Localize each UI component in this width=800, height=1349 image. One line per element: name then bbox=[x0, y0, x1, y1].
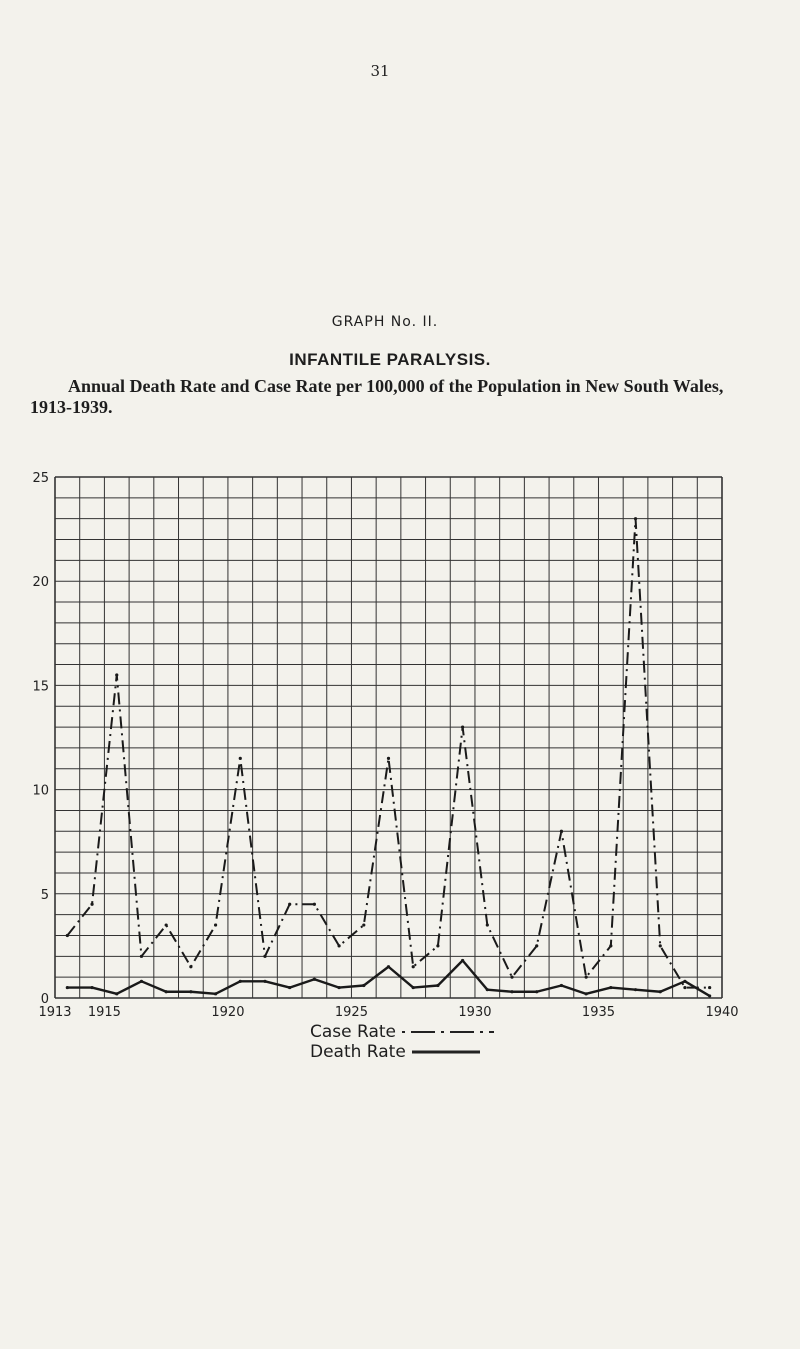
case-rate-point bbox=[510, 976, 513, 979]
death-rate-point bbox=[90, 986, 93, 989]
y-tick-label: 0 bbox=[40, 992, 49, 1007]
legend-case-rate bbox=[310, 1022, 496, 1042]
y-tick-label: 10 bbox=[32, 783, 49, 799]
x-tick-label: 1915 bbox=[87, 1005, 121, 1020]
case-rate-point bbox=[708, 986, 711, 989]
case-rate-point bbox=[90, 903, 93, 906]
legend-death-rate bbox=[310, 1042, 496, 1062]
death-rate-point bbox=[263, 980, 266, 983]
case-rate-point bbox=[387, 757, 390, 760]
chart-grid bbox=[55, 477, 722, 998]
death-rate-point bbox=[412, 986, 415, 989]
death-rate-point bbox=[486, 988, 489, 991]
x-tick-label: 1920 bbox=[211, 1005, 245, 1020]
death-rate-point bbox=[535, 990, 538, 993]
case-rate-point bbox=[535, 944, 538, 947]
death-rate-point bbox=[288, 986, 291, 989]
case-rate-point bbox=[609, 944, 612, 947]
death-rate-point bbox=[560, 984, 563, 987]
case-rate-point bbox=[362, 923, 365, 926]
case-rate-point bbox=[115, 673, 118, 676]
page-number: 31 bbox=[370, 62, 390, 80]
death-rate-point bbox=[683, 980, 686, 983]
y-tick-label: 25 bbox=[32, 471, 49, 486]
death-rate-point bbox=[708, 994, 711, 997]
death-rate-point bbox=[140, 980, 143, 983]
x-axis-ticks bbox=[38, 1005, 738, 1020]
y-tick-label: 5 bbox=[40, 887, 49, 903]
death-rate-point bbox=[313, 978, 316, 981]
death-rate-point bbox=[461, 959, 464, 962]
case-rate-point bbox=[239, 757, 242, 760]
death-rate-point bbox=[609, 986, 612, 989]
death-rate-point bbox=[436, 984, 439, 987]
case-rate-point bbox=[66, 934, 69, 937]
death-rate-point bbox=[510, 990, 513, 993]
death-rate-point bbox=[115, 992, 118, 995]
case-rate-point bbox=[140, 955, 143, 958]
case-rate-swatch bbox=[400, 1027, 496, 1037]
case-rate-point bbox=[634, 517, 637, 520]
legend-case-label: Case Rate bbox=[310, 1022, 396, 1042]
case-rate-point bbox=[337, 944, 340, 947]
case-rate-point bbox=[313, 903, 316, 906]
death-rate-swatch bbox=[410, 1047, 482, 1057]
case-rate-point bbox=[683, 986, 686, 989]
death-rate-point bbox=[362, 984, 365, 987]
x-tick-label: 1940 bbox=[705, 1005, 739, 1020]
case-rate-point bbox=[288, 903, 291, 906]
death-rate-point bbox=[387, 965, 390, 968]
death-rate-point bbox=[634, 988, 637, 991]
x-tick-label: 1930 bbox=[458, 1005, 492, 1020]
chart-title: INFANTILE PARALYSIS. bbox=[289, 350, 491, 369]
case-rate-line bbox=[67, 519, 709, 988]
case-rate-point bbox=[659, 944, 662, 947]
y-axis-ticks bbox=[32, 471, 49, 1007]
death-rate-point bbox=[189, 990, 192, 993]
death-rate-point bbox=[165, 990, 168, 993]
case-rate-point bbox=[263, 955, 266, 958]
death-rate-point bbox=[659, 990, 662, 993]
case-rate-point bbox=[412, 965, 415, 968]
subtitle-line-1: Annual Death Rate and Case Rate per 100,000 of the Population in New South Wales, bbox=[68, 376, 724, 396]
x-tick-label: 1925 bbox=[334, 1005, 368, 1020]
case-rate-point bbox=[165, 923, 168, 926]
case-rate-point bbox=[189, 965, 192, 968]
death-rate-series bbox=[66, 959, 711, 998]
case-rate-point bbox=[436, 944, 439, 947]
case-rate-point bbox=[214, 923, 217, 926]
y-tick-label: 20 bbox=[32, 575, 49, 591]
x-tick-label: 1935 bbox=[581, 1005, 616, 1020]
death-rate-point bbox=[585, 992, 588, 995]
x-tick-label: 1913 bbox=[38, 1005, 72, 1020]
death-rate-point bbox=[239, 980, 242, 983]
legend-death-label: Death Rate bbox=[310, 1042, 406, 1062]
death-rate-point bbox=[66, 986, 69, 989]
case-rate-point bbox=[486, 923, 489, 926]
case-rate-point bbox=[585, 976, 588, 979]
case-rate-series bbox=[66, 517, 711, 989]
subtitle-line-2: 1913-1939. bbox=[30, 397, 113, 417]
chart-legend bbox=[310, 1022, 496, 1062]
case-rate-point bbox=[461, 725, 464, 728]
case-rate-point bbox=[560, 830, 563, 833]
y-tick-label: 15 bbox=[32, 679, 49, 695]
death-rate-point bbox=[337, 986, 340, 989]
death-rate-point bbox=[214, 992, 217, 995]
graph-label: GRAPH No. II. bbox=[331, 314, 439, 330]
